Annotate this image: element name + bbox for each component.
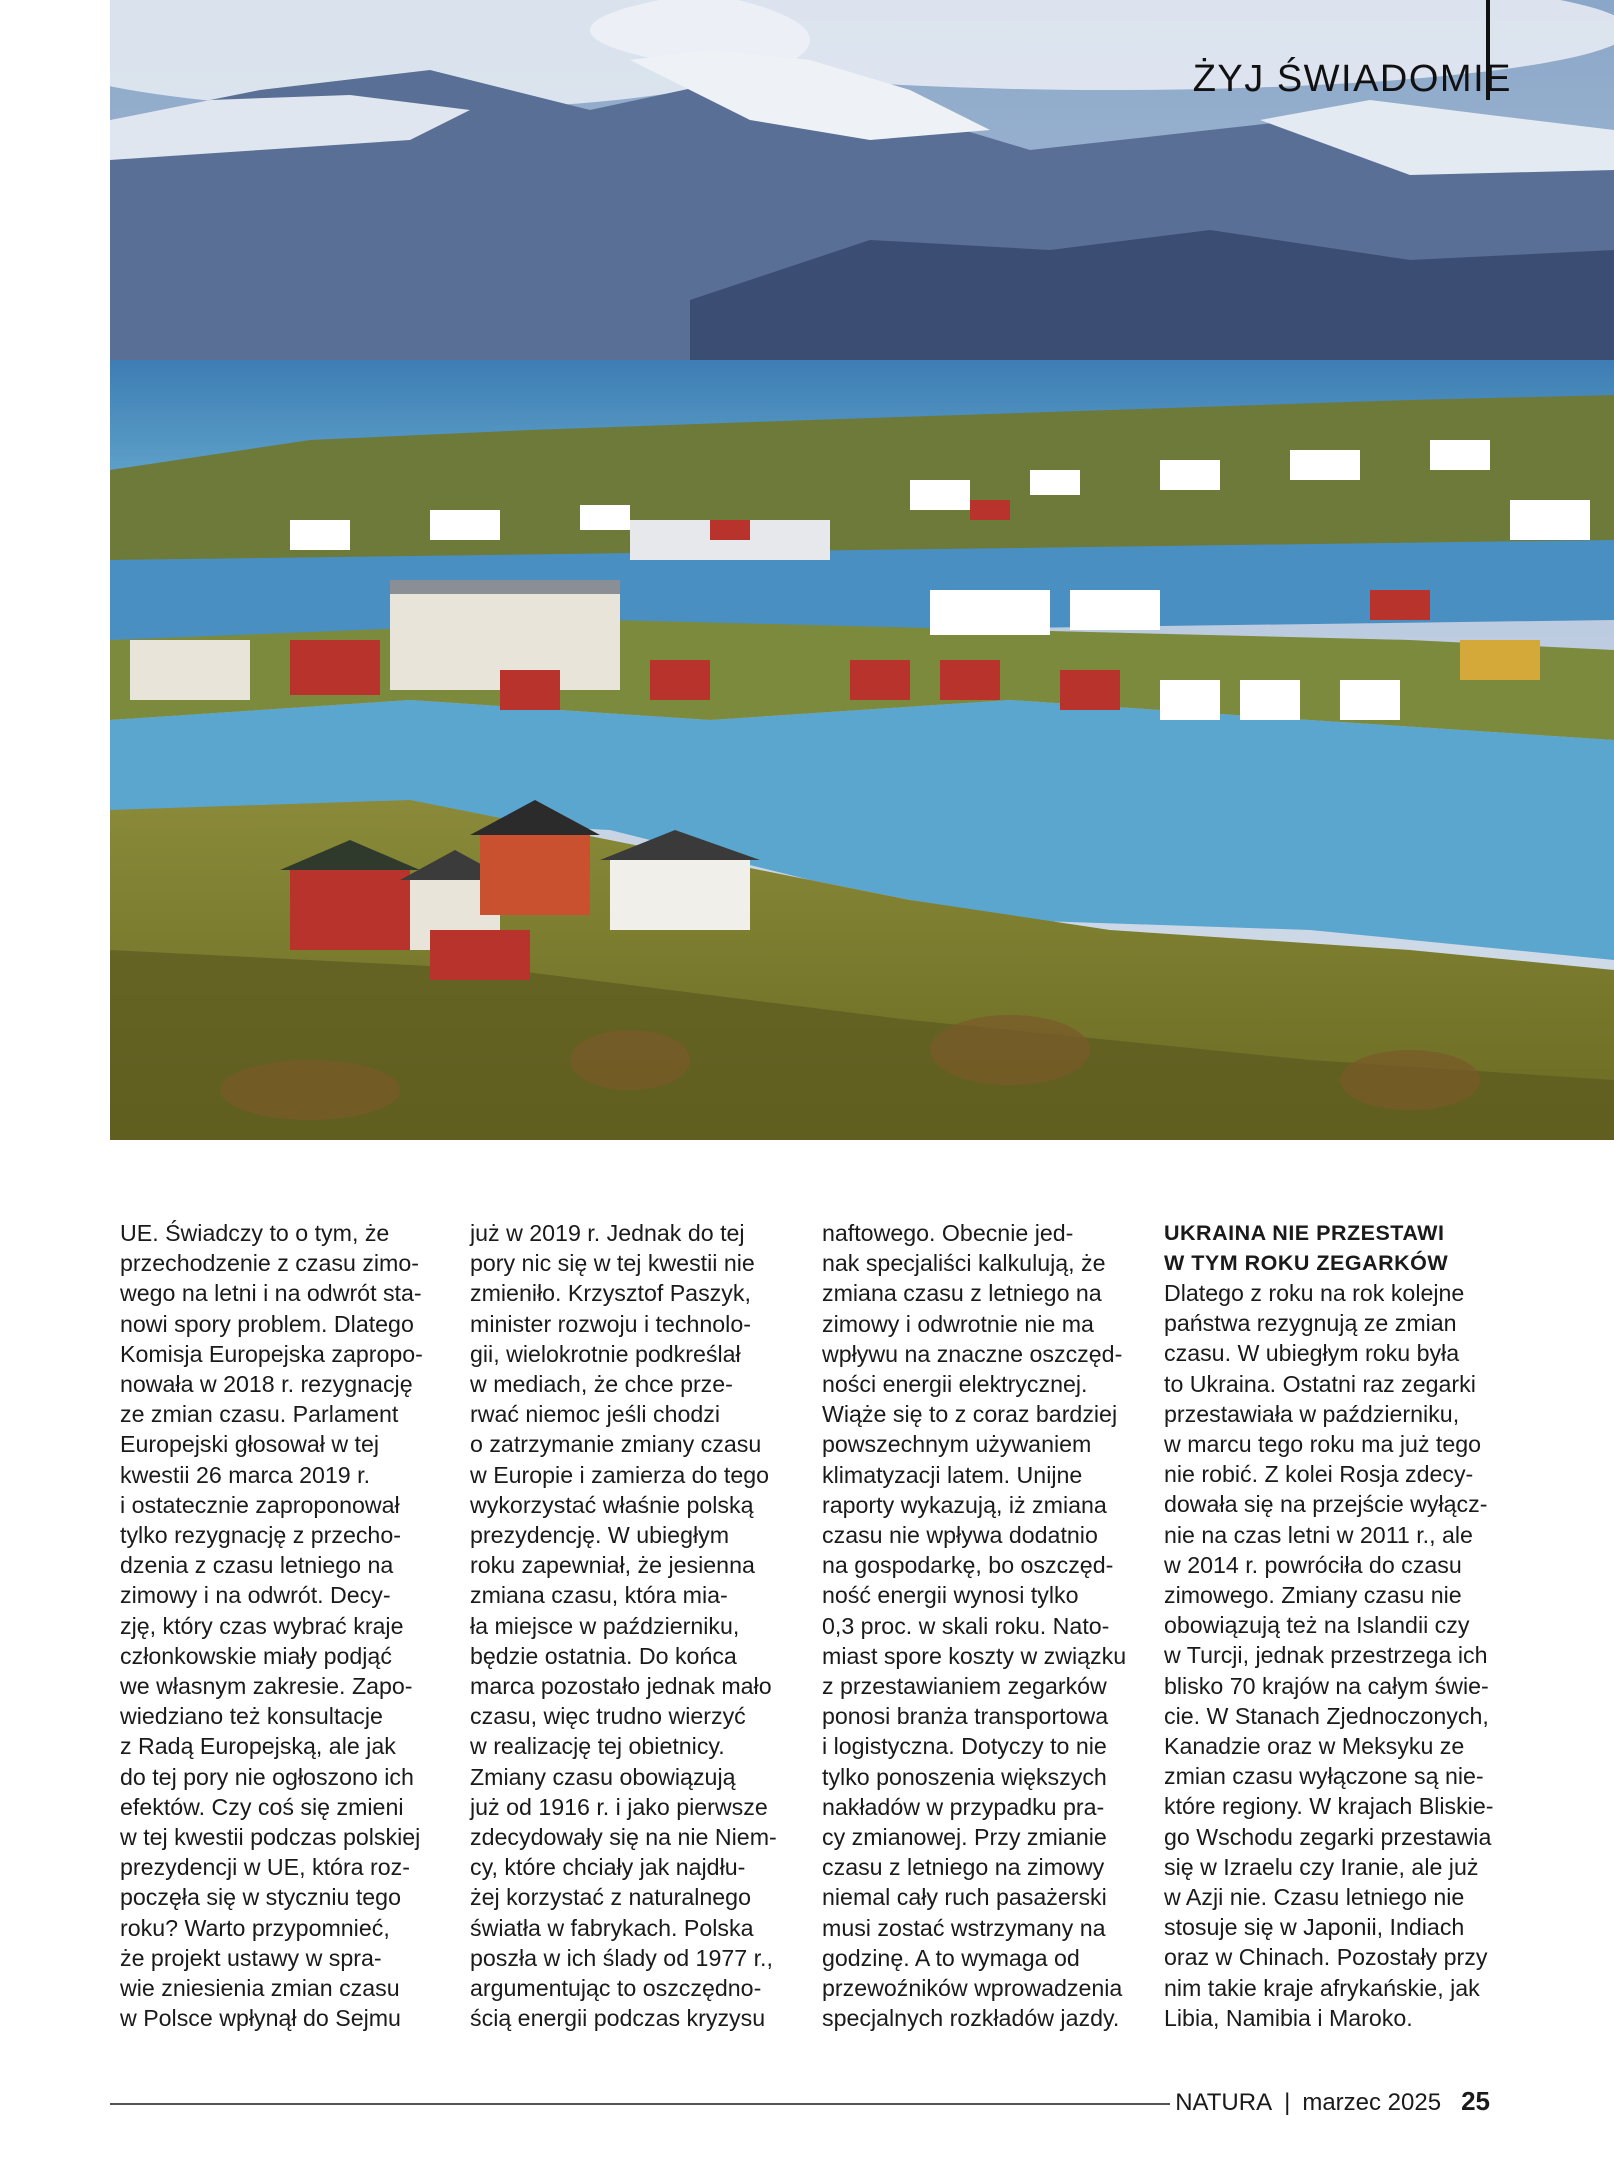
text-line: i ostatecznie zaproponował — [120, 1491, 400, 1518]
text-line: 0,3 proc. w skali roku. Nato- — [822, 1612, 1110, 1639]
text-line: nie na czas letni w 2011 r., ale — [1164, 1521, 1473, 1548]
text-line: wpływu na znaczne oszczęd- — [822, 1340, 1123, 1367]
text-line: zję, który czas wybrać kraje — [120, 1612, 404, 1639]
text-line: godzinę. A to wymaga od — [822, 1944, 1080, 1971]
text-line: obowiązują też na Islandii czy — [1164, 1612, 1470, 1639]
text-line: argumentując to oszczędno- — [470, 1975, 762, 2002]
text-line: wykorzystać właśnie polską — [470, 1491, 754, 1518]
text-line: Wiąże się to z coraz bardziej — [822, 1401, 1118, 1428]
text-line: że projekt ustawy w spra- — [120, 1944, 382, 1971]
text-line: czasu. W ubiegłym roku była — [1164, 1340, 1460, 1367]
text-line: oraz w Chinach. Pozostały przy — [1164, 1944, 1488, 1971]
text-line: wego na letni i na odwrót sta- — [120, 1280, 422, 1307]
text-line: się w Izraelu czy Iranie, ale już — [1164, 1853, 1479, 1880]
text-line: roku zapewniał, że jesienna — [470, 1552, 755, 1579]
footer-rule — [110, 2103, 1170, 2105]
subheading-line: W TYM ROKU ZEGARKÓW — [1164, 1251, 1449, 1275]
text-line: nak specjaliści kalkulują, że — [822, 1250, 1106, 1277]
text-line: w 2014 r. powróciła do czasu — [1164, 1551, 1462, 1578]
text-line: Dlatego z roku na rok kolejne — [1164, 1280, 1465, 1306]
text-line: stosuje się w Japonii, Indiach — [1164, 1914, 1465, 1941]
text-line: nowi spory problem. Dlatego — [120, 1310, 414, 1337]
text-line: w mediach, że chce prze- — [470, 1371, 733, 1398]
text-line: zmiana czasu z letniego na — [822, 1280, 1102, 1307]
text-line: miast spore koszty w związku — [822, 1642, 1127, 1669]
text-line: niemal cały ruch pasażerski — [822, 1884, 1107, 1911]
text-line: klimatyzacji latem. Unijne — [822, 1461, 1083, 1488]
text-line: poczęła się w styczniu tego — [120, 1884, 401, 1911]
issue-date: marzec 2025 — [1302, 2089, 1442, 2116]
footer-separator: | — [1284, 2089, 1291, 2116]
text-line: dowała się na przejście wyłącz- — [1164, 1491, 1488, 1518]
text-line: tylko rezygnację z przecho- — [120, 1522, 401, 1549]
landscape-photo-graphic — [110, 0, 1614, 1140]
text-line: już od 1916 r. i jako pierwsze — [470, 1793, 768, 1820]
text-line: zimowy i odwrotnie nie ma — [822, 1310, 1094, 1337]
text-line: już w 2019 r. Jednak do tej — [470, 1220, 745, 1246]
text-line: światła w fabrykach. Polska — [470, 1914, 754, 1941]
text-line: marca pozostało jednak mało — [470, 1673, 772, 1700]
text-line: ność energii wynosi tylko — [822, 1582, 1079, 1609]
text-line: na gospodarkę, bo oszczęd- — [822, 1552, 1114, 1579]
text-line: prezydencję. W ubiegłym — [470, 1522, 730, 1549]
text-line: specjalnych rozkładów jazdy. — [822, 2005, 1120, 2032]
text-line: cy zmianowej. Przy zmianie — [822, 1824, 1107, 1851]
text-line: będzie ostatnia. Do końca — [470, 1642, 737, 1669]
page-number: 25 — [1461, 2086, 1490, 2116]
text-line: przewoźników wprowadzenia — [822, 1975, 1123, 2002]
text-line: kwestii 26 marca 2019 r. — [120, 1461, 371, 1488]
text-line: wie zniesienia zmian czasu — [120, 1975, 400, 2002]
text-column-1 — [120, 1218, 440, 2033]
text-line: prezydencji w UE, która roz- — [120, 1854, 410, 1881]
text-line: Zmiany czasu obowiązują — [470, 1763, 736, 1790]
text-line: to Ukraina. Ostatni raz zegarki — [1164, 1370, 1476, 1397]
text-line: o zatrzymanie zmiany czasu — [470, 1431, 762, 1458]
footer — [1175, 2086, 1490, 2117]
text-line: roku? Warto przypomnieć, — [120, 1914, 390, 1941]
text-line: czasu nie wpływa dodatnio — [822, 1522, 1098, 1549]
text-line: w tej kwestii podczas polskiej — [120, 1824, 421, 1851]
text-line: ścią energii podczas kryzysu — [470, 2005, 766, 2032]
text-line: go Wschodu zegarki przestawia — [1164, 1823, 1492, 1850]
text-line: raporty wykazują, iż zmiana — [822, 1491, 1107, 1518]
text-line: ła miejsce w październiku, — [470, 1612, 740, 1639]
text-line: pory nic się w tej kwestii nie — [470, 1250, 755, 1277]
text-line: czasu z letniego na zimowy — [822, 1854, 1105, 1881]
text-column-2 — [470, 1218, 790, 2033]
text-line: zmieniło. Krzysztof Paszyk, — [470, 1280, 751, 1307]
text-line: nowała w 2018 r. rezygnację — [120, 1371, 413, 1398]
text-line: musi zostać wstrzymany na — [822, 1914, 1106, 1941]
text-line: państwa rezygnują ze zmian — [1164, 1310, 1457, 1337]
text-line: we własnym zakresie. Zapo- — [120, 1673, 413, 1700]
text-column-4 — [1164, 1218, 1494, 2033]
text-line: zimowy i na odwrót. Decy- — [120, 1582, 391, 1609]
text-line: do tej pory nie ogłoszono ich — [120, 1763, 414, 1790]
text-line: które regiony. W krajach Bliskie- — [1164, 1793, 1494, 1820]
text-line: cie. W Stanach Zjednoczonych, — [1164, 1702, 1489, 1729]
text-line: nim takie kraje afrykańskie, jak — [1164, 1974, 1480, 2001]
text-line: zimowego. Zmiany czasu nie — [1164, 1582, 1462, 1609]
text-line: zmian czasu wyłączone są nie- — [1164, 1763, 1484, 1790]
text-line: cy, które chciały jak najdłu- — [470, 1854, 746, 1881]
text-line: przestawiała w październiku, — [1164, 1400, 1460, 1427]
text-line: członkowskie miały podjąć — [120, 1642, 392, 1669]
text-line: efektów. Czy coś się zmieni — [120, 1793, 404, 1820]
text-line: poszła w ich ślady od 1977 r., — [470, 1944, 773, 1971]
text-line: zdecydowały się na nie Niem- — [470, 1824, 777, 1851]
text-line: nakładów w przypadku pra- — [822, 1793, 1105, 1820]
landscape-photo — [110, 0, 1614, 1140]
text-line: w realizację tej obietnicy. — [470, 1733, 725, 1760]
text-line: ności energii elektrycznej. — [822, 1371, 1088, 1398]
text-line: czasu, więc trudno wierzyć — [470, 1703, 746, 1730]
text-line: wiedziano też konsultacje — [120, 1703, 383, 1730]
text-line: rwać niemoc jeśli chodzi — [470, 1401, 721, 1428]
text-line: zmiana czasu, która mia- — [470, 1582, 728, 1609]
text-line: ponosi branża transportowa — [822, 1703, 1109, 1730]
text-line: w Azji nie. Czasu letniego nie — [1164, 1884, 1465, 1911]
text-line: naftowego. Obecnie jed- — [822, 1220, 1074, 1246]
text-line: Komisja Europejska zapropo- — [120, 1340, 423, 1367]
text-line: z Radą Europejską, ale jak — [120, 1733, 396, 1760]
text-line: w Turcji, jednak przestrzega ich — [1164, 1642, 1488, 1669]
text-line: przechodzenie z czasu zimo- — [120, 1250, 419, 1277]
text-line: żej korzystać z naturalnego — [470, 1884, 751, 1911]
text-line: i logistyczna. Dotyczy to nie — [822, 1733, 1107, 1760]
text-line: Kanadzie oraz w Meksyku ze — [1164, 1733, 1465, 1760]
text-line: dzenia z czasu letniego na — [120, 1552, 394, 1579]
text-line: nie robić. Z kolei Rosja zdecy- — [1164, 1461, 1474, 1488]
text-line: w marcu tego roku ma już tego — [1164, 1431, 1482, 1458]
text-line: blisko 70 krajów na całym świe- — [1164, 1672, 1489, 1699]
text-line: tylko ponoszenia większych — [822, 1763, 1107, 1790]
section-header: ŻYJ ŚWIADOMIE — [1192, 58, 1512, 100]
magazine-name: NATURA — [1175, 2089, 1273, 2116]
text-line: ze zmian czasu. Parlament — [120, 1401, 399, 1428]
text-line: z przestawianiem zegarków — [822, 1673, 1107, 1700]
text-line: w Polsce wpłynął do Sejmu — [120, 2005, 401, 2032]
text-line: gii, wielokrotnie podkreślał — [470, 1340, 741, 1367]
text-line: UE. Świadczy to o tym, że — [120, 1220, 390, 1246]
text-line: w Europie i zamierza do tego — [470, 1461, 770, 1488]
text-line: minister rozwoju i technolo- — [470, 1310, 751, 1337]
text-line: powszechnym używaniem — [822, 1431, 1092, 1458]
text-line: Europejski głosował w tej — [120, 1431, 380, 1458]
text-line: Libia, Namibia i Maroko. — [1164, 2004, 1413, 2031]
text-column-3 — [822, 1218, 1142, 2033]
subheading-line: UKRAINA NIE PRZESTAWI — [1164, 1221, 1445, 1245]
